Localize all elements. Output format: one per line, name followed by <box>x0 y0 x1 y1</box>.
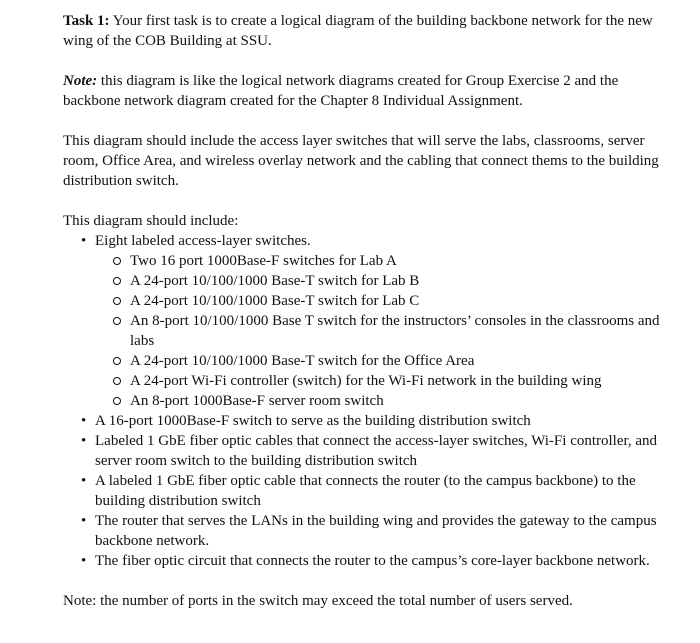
task-paragraph <box>63 11 663 51</box>
switch-sub-list <box>63 251 663 411</box>
sub-list-item-text: A 24-port Wi-Fi controller (switch) for the Wi-Fi network in the building wing <box>130 373 602 389</box>
sub-list-item-text: Two 16 port 1000Base-F switches for Lab A <box>130 253 397 269</box>
list-item-text: A labeled 1 GbE fiber optic cable that connects the router (to the campus backbone) to the building distribution switch <box>95 473 636 509</box>
list-item <box>63 411 663 431</box>
bullet-icon: • <box>81 413 87 429</box>
bullet-icon: • <box>81 553 87 569</box>
include-switches-paragraph: This diagram should include the access layer switches that will serve the labs, classrooms, server room, Office Area, and wireless overlay network and the cabling that connect thems to the building distribution switch. <box>63 133 659 189</box>
circle-bullet-icon <box>113 297 121 305</box>
bullet-icon: • <box>81 473 87 489</box>
sub-list-item-text: A 24-port 10/100/1000 Base-T switch for the Office Area <box>130 353 475 369</box>
sub-list-item <box>63 391 663 411</box>
circle-bullet-icon <box>113 257 121 265</box>
list-item <box>63 231 663 251</box>
list-item-text: Labeled 1 GbE fiber optic cables that connect the access-layer switches, Wi-Fi controller, and server room switch to the building distribution switch <box>95 433 658 469</box>
circle-bullet-icon <box>113 357 121 365</box>
sub-list-item <box>63 291 663 311</box>
list-item-text: Eight labeled access-layer switches. <box>95 233 311 249</box>
task-text: Your first task is to create a logical diagram of the building backbone network for the new wing of the COB Building at SSU. <box>63 13 653 49</box>
sub-list-item <box>63 251 663 271</box>
sub-list-item <box>63 351 663 371</box>
sub-list-item-text: An 8-port 10/100/1000 Base T switch for the instructors’ consoles in the classrooms and labs <box>130 313 660 349</box>
list-item-text: A 16-port 1000Base-F switch to serve as the building distribution switch <box>95 413 531 429</box>
list-item <box>63 511 663 551</box>
bullet-icon: • <box>81 233 87 249</box>
should-include-paragraph: This diagram should include: <box>63 213 239 229</box>
list-item <box>63 551 663 571</box>
circle-bullet-icon <box>113 397 121 405</box>
note-text: this diagram is like the logical network diagrams created for Group Exercise 2 and the backbone network diagram created for the Chapter 8 Individual Assignment. <box>63 73 619 109</box>
sub-list-item <box>63 371 663 391</box>
sub-list-item-text: A 24-port 10/100/1000 Base-T switch for Lab C <box>130 293 420 309</box>
sub-list-item <box>63 311 663 351</box>
sub-list-item-text: An 8-port 1000Base-F server room switch <box>130 393 384 409</box>
sub-list-item-text: A 24-port 10/100/1000 Base-T switch for Lab B <box>130 273 420 289</box>
list-item <box>63 431 663 471</box>
sub-list-item <box>63 271 663 291</box>
assignment-document <box>63 11 663 611</box>
note-paragraph <box>63 71 663 111</box>
footnote-paragraph: Note: the number of ports in the switch may exceed the total number of users served. <box>63 593 573 609</box>
bullet-icon: • <box>81 513 87 529</box>
requirements-list <box>63 231 663 571</box>
note-label: Note: <box>63 73 98 89</box>
circle-bullet-icon <box>113 277 121 285</box>
list-item-text: The fiber optic circuit that connects the router to the campus’s core-layer backbone network. <box>95 553 650 569</box>
sub-list-container <box>63 251 663 411</box>
bullet-icon: • <box>81 433 87 449</box>
list-item <box>63 471 663 511</box>
circle-bullet-icon <box>113 317 121 325</box>
circle-bullet-icon <box>113 377 121 385</box>
list-item-text: The router that serves the LANs in the building wing and provides the gateway to the campus backbone network. <box>95 513 657 549</box>
task-label: Task 1: <box>63 13 110 29</box>
